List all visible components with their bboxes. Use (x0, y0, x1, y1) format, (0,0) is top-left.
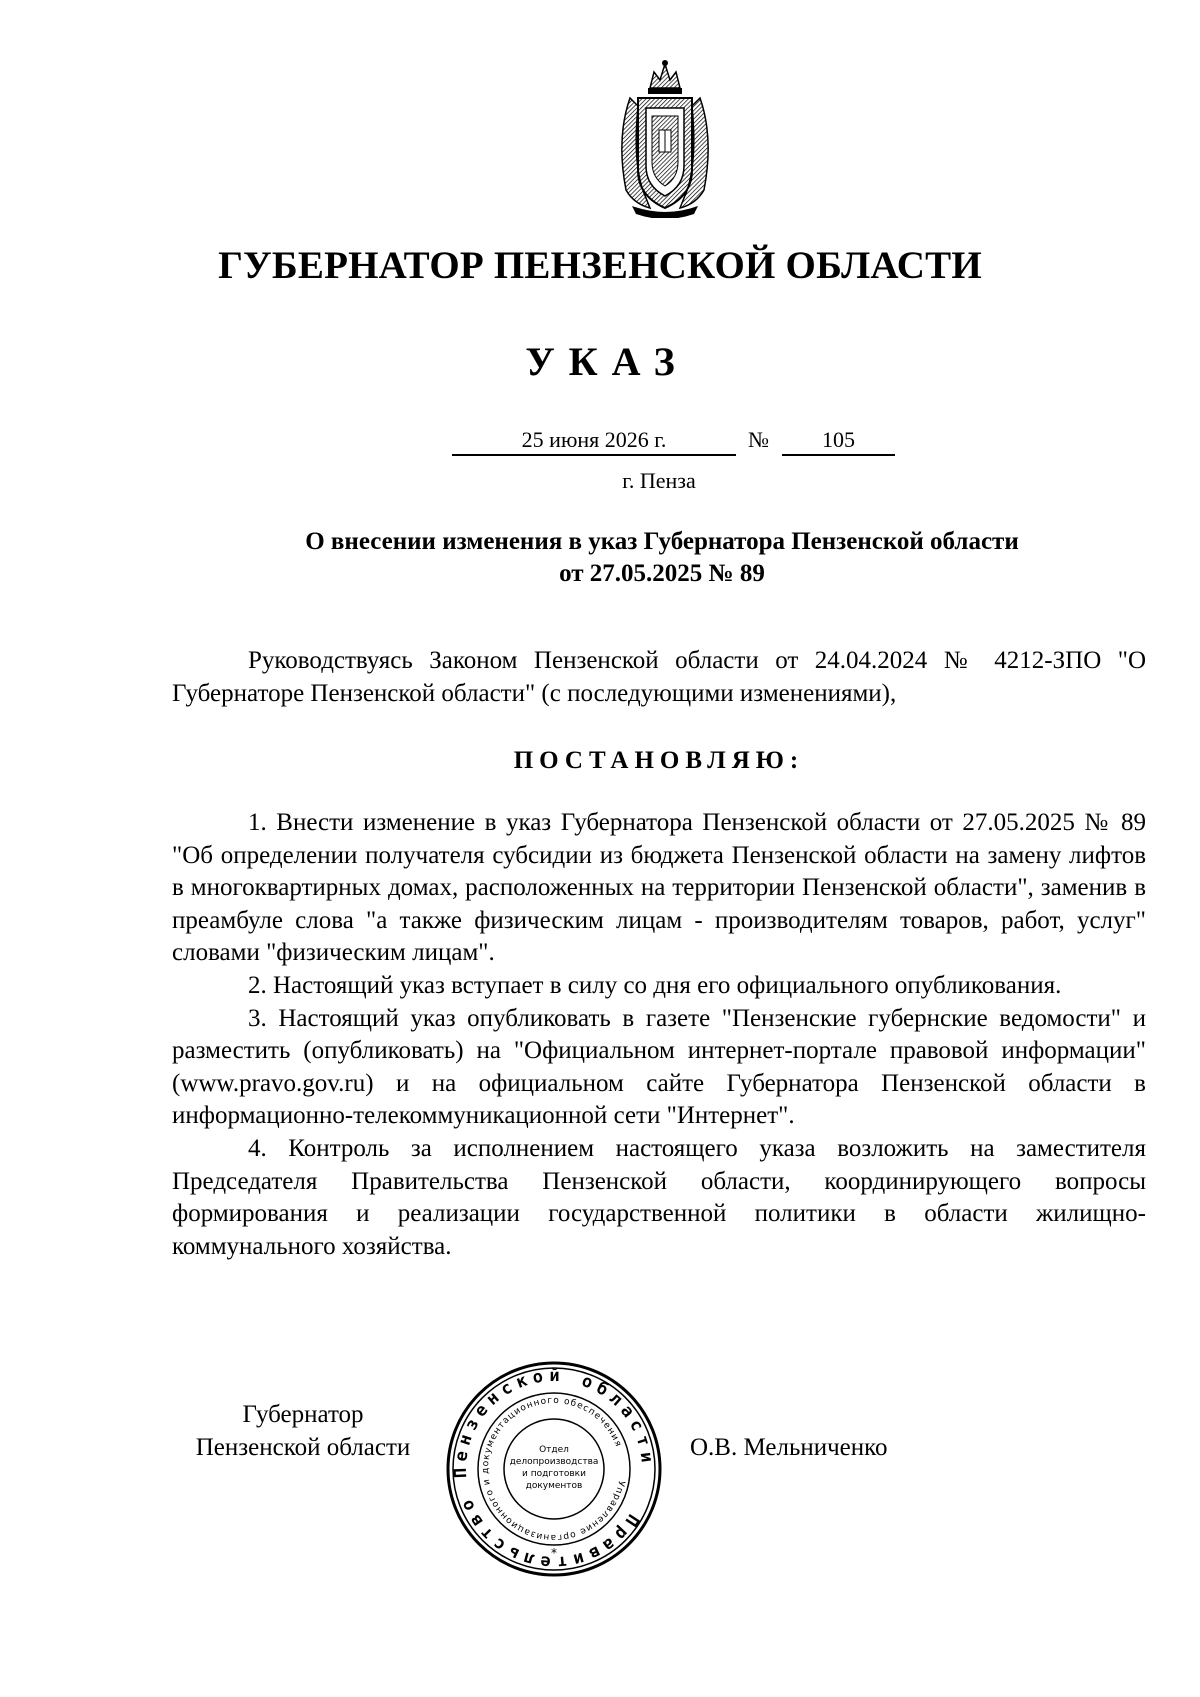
decree-item-3: 3. Настоящий указ опубликовать в газете "Пензенские губернские ведомости" и разместить (опубликовать) на "Официальном интернет-портале правовой информации" (www.pravo.gov.ru) и на официальном сайте Губернатора Пензенской области в информационно-телекоммуникационной сети "Интернет". (172, 1004, 1146, 1130)
signatory-position-line1: Губернатор (242, 1401, 364, 1428)
resolve-heading: ПОСТАНОВЛЯЮ: (513, 747, 805, 774)
issue-city: г. Пенза (622, 468, 696, 493)
document-number: 105 (782, 426, 895, 456)
decree-item-1: 1. Внести изменение в указ Губернатора Пензенской области от 27.05.2025 № 89 "Об определении получателя субсидии из бюджета Пензенской области на замену лифтов в многоквартирных домах, расположенных на территории Пензенской области", заменив в преамбуле слова "а также физическим лицам - производителям товаров, работ, услуг" словами "физическим лицам". (172, 809, 1146, 967)
document-title-line1: О внесении изменения в указ Губернатора Пензенской области (305, 528, 1019, 555)
coat-of-arms-icon (610, 58, 720, 218)
decree-item-4: 4. Контроль за исполнением настоящего указа возложить на заместителя Председателя Правительства Пензенской области, координирующего вопросы формирования и реализации государственной политики в области жилищно-коммунального хозяйства. (172, 1134, 1146, 1260)
signatory-position-line2: Пензенской области (195, 1434, 411, 1461)
decree-item-2: 2. Настоящий указ вступает в силу со дня его официального опубликования. (248, 971, 1062, 999)
seal-center-line3: и подготовки (522, 1469, 586, 1479)
decree-items (172, 807, 1146, 1263)
seal-center-line2: делопроизводства (509, 1457, 599, 1467)
issuing-authority: ГУБЕРНАТОР ПЕНЗЕНСКОЙ ОБЛАСТИ (218, 244, 982, 287)
seal-outer-text: Правительство Пензенской области (450, 1365, 657, 1573)
number-sign: № (748, 427, 769, 452)
document-title (172, 526, 1152, 590)
document-type: УКАЗ (525, 339, 689, 384)
official-seal-icon (442, 1358, 666, 1580)
signatory-name: О.В. Мельниченко (690, 1434, 888, 1461)
signatory-position (172, 1398, 434, 1464)
document-title-line2: от 27.05.2025 № 89 (559, 560, 765, 587)
seal-star-icon: * (551, 1546, 557, 1560)
preamble: Руководствуясь Законом Пензенской области от 24.04.2024 № 4212-ЗПО "О Губернаторе Пензенской области" (с последующими изменениями), (172, 647, 1146, 707)
document-date: 25 июня 2026 г. (452, 426, 736, 456)
seal-inner-text: Управление организационного и документационного обеспечения (480, 1395, 626, 1543)
seal-center-line4: документов (525, 1481, 583, 1491)
seal-center-line1: Отдел (539, 1445, 569, 1455)
